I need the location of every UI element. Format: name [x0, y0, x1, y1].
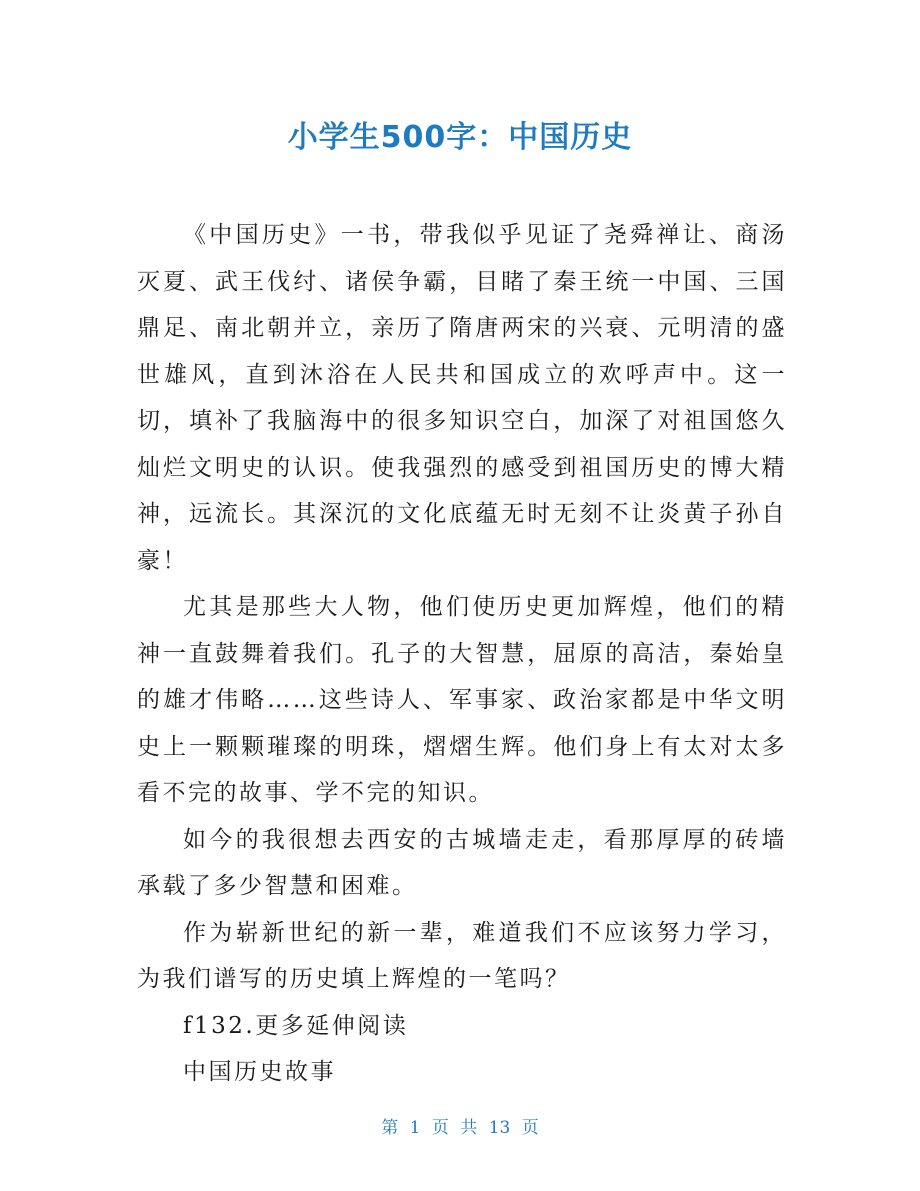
paragraph-2: 尤其是那些大人物，他们使历史更加辉煌，他们的精神一直鼓舞着我们。孔子的大智慧，屈原的高洁，秦始皇的雄才伟略……这些诗人、军事家、政治家都是中华文明史上一颗颗璀璨的明珠，熠熠生辉。他们身上有太对太多看不完的故事、学不完的知识。: [137, 594, 787, 806]
page-number-footer: 第 1 页 共 13 页: [381, 1118, 539, 1138]
paragraph-1: 《中国历史》一书，带我似乎见证了尧舜禅让、商汤灭夏、武王伐纣、诸侯争霸，目睹了秦王统一中国、三国鼎足、南北朝并立，亲历了隋唐两宋的兴衰、元明清的盛世雄风，直到沐浴在人民共和国成立的欢呼声中。这一切，填补了我脑海中的很多知识空白，加深了对祖国悠久灿烂文明史的认识。使我强烈的感受到祖国历史的博大精神，远流长。其深沉的文化底蕴无时无刻不让炎黄子孙自豪！: [137, 222, 787, 574]
related-reading-link[interactable]: 中国历史故事: [183, 1059, 336, 1085]
paragraph-4: 作为崭新世纪的新一辈，难道我们不应该努力学习，为我们谱写的历史填上辉煌的一笔吗？: [137, 919, 787, 992]
document-title: 小学生500字：中国历史: [287, 120, 633, 155]
related-reading-heading: f132.更多延伸阅读: [183, 1012, 409, 1039]
document-body: [137, 212, 787, 1096]
paragraph-3: 如今的我很想去西安的古城墙走走，看那厚厚的砖墙承载了多少智慧和困难。: [137, 826, 787, 899]
